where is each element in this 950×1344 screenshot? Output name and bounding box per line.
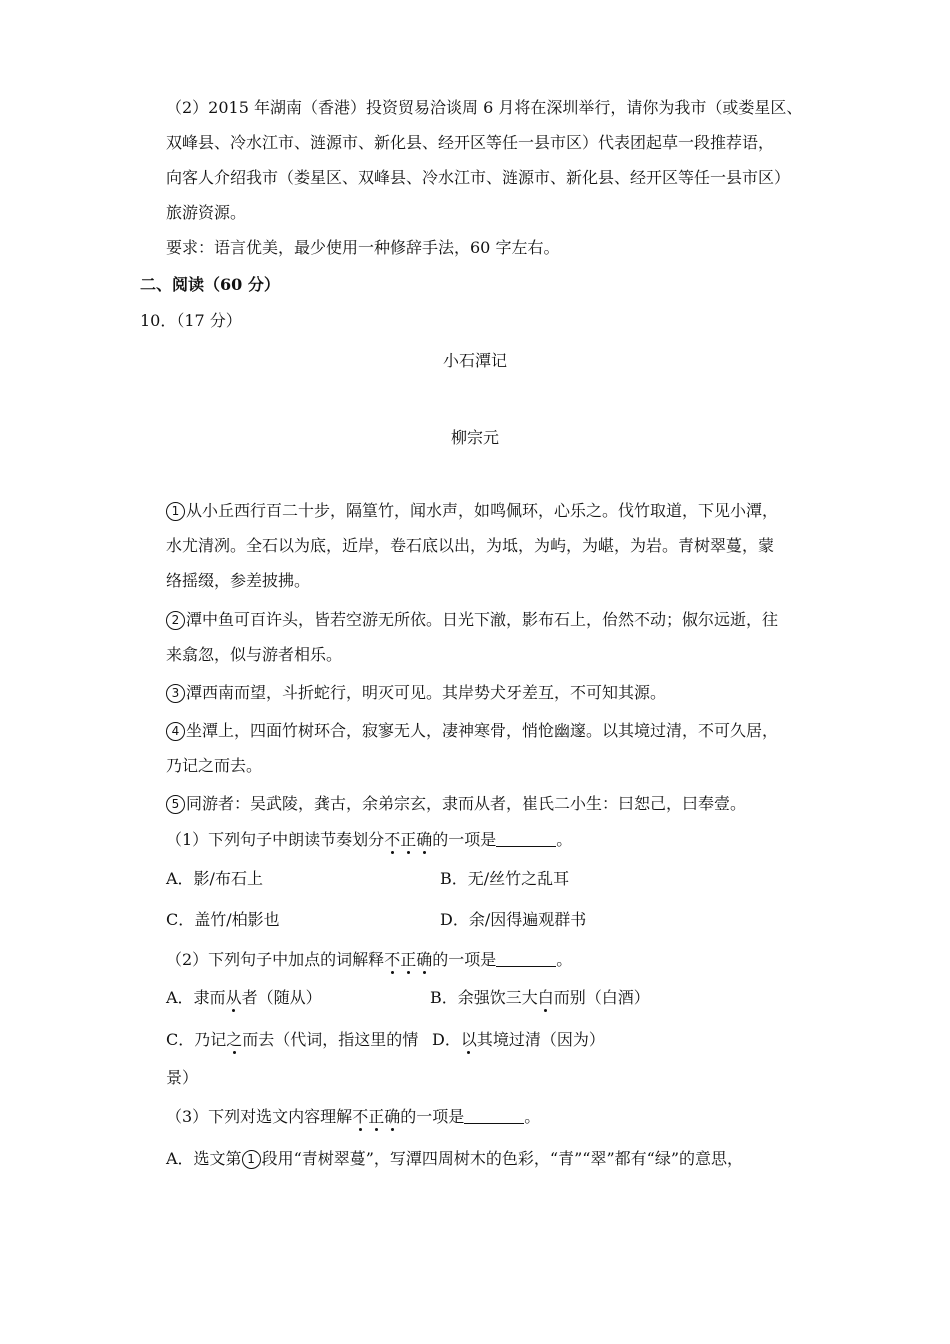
- sub2-dotted-1: 不: [384, 950, 401, 969]
- sub3-dotted-1: 不: [352, 1107, 369, 1126]
- p1-line-1: [166, 500, 778, 522]
- p1-text-1: 从小丘西行百二十步，隔篁竹，闻水声，如鸣佩环，心乐之。伐竹取道，下见小潭，: [186, 501, 779, 520]
- sub2-option-d-post: 其境过清（因为）: [476, 1030, 605, 1049]
- p5-number-badge: 5: [166, 795, 185, 814]
- sub2-option-c-pre: C．乃记: [166, 1030, 227, 1049]
- sub2-option-c-dotted: 之: [226, 1030, 243, 1049]
- q9-2-line-4: 旅游资源。: [166, 203, 247, 222]
- p1-number-badge: 1: [166, 502, 185, 521]
- sub1-answer-blank[interactable]: [496, 830, 556, 847]
- sub2-option-b-post: 而别（白酒）: [553, 988, 650, 1007]
- sub3-option-a-pre: A．选文第: [166, 1149, 242, 1168]
- p3-number-badge: 3: [166, 684, 185, 703]
- sub3-stem: [166, 1106, 540, 1128]
- q9-2-line-3: 向客人介绍我市（娄星区、双峰县、冷水江市、涟源市、新化县、经开区等任一县市区）: [166, 168, 791, 187]
- sub1-dotted-3: 确: [416, 830, 433, 849]
- q10-header: 10．（17 分）: [140, 311, 242, 330]
- sub2-answer-blank[interactable]: [496, 950, 556, 967]
- sub3-dotted-3: 确: [384, 1107, 401, 1126]
- p1-line-2: 水尤清冽。全石以为底，近岸，卷石底以出，为坻，为屿，为嵁，为岩。青树翠蔓，蒙: [166, 536, 775, 555]
- sub2-option-d-dotted: 以: [460, 1030, 477, 1049]
- sub2-option-d-pre: D．: [432, 1030, 461, 1049]
- sub2-option-b-dotted: 白: [537, 988, 554, 1007]
- sub1-dotted-2: 正: [400, 830, 417, 849]
- sub2-option-c: [166, 1029, 418, 1051]
- sub1-stem-post: 的一项是: [432, 830, 497, 849]
- sub2-dotted-2: 正: [400, 950, 417, 969]
- sub3-dotted-2: 正: [368, 1107, 385, 1126]
- sub3-option-a: [166, 1148, 743, 1170]
- p4-text-1: 坐潭上，四面竹树环合，寂寥无人，凄神寒骨，悄怆幽邃。以其境过清，不可久居，: [186, 721, 779, 740]
- q9-2-line-1: （2）2015 年湖南（香港）投资贸易洽谈周 6 月将在深圳举行，请你为我市（或娄星区、: [166, 98, 803, 117]
- p4-line-2: 乃记之而去。: [166, 756, 263, 775]
- section-heading: 二、阅读（60 分）: [140, 275, 280, 294]
- p2-line-2: 来翕忽，似与游者相乐。: [166, 645, 343, 664]
- p5-line: [166, 793, 746, 815]
- p2-line-1: [166, 609, 778, 631]
- sub3-option-a-post: 段用“青树翠蔓”，写潭四周树木的色彩，“青”“翠”都有“绿”的意思，: [261, 1149, 744, 1168]
- sub3-stem-post: 的一项是: [400, 1107, 465, 1126]
- sub2-stem: [166, 949, 572, 971]
- passage-title: 小石潭记: [442, 351, 507, 370]
- sub1-option-a: A．影/布石上: [166, 869, 263, 888]
- sub2-dotted-3: 确: [416, 950, 433, 969]
- sub3-option-a-number-badge: 1: [242, 1150, 261, 1169]
- q9-2-line-2: 双峰县、冷水江市、涟源市、新化县、经开区等任一县市区）代表团起草一段推荐语，: [166, 133, 775, 152]
- sub2-option-c-continuation: 景）: [166, 1068, 199, 1087]
- p3-text: 潭西南而望，斗折蛇行，明灭可见。其岸势犬牙差互，不可知其源。: [186, 683, 667, 702]
- sub1-option-b: B．无/丝竹之乱耳: [440, 869, 570, 888]
- passage-author: 柳宗元: [450, 428, 499, 447]
- sub1-option-c: C．盖竹/柏影也: [166, 910, 280, 929]
- sub2-option-a-dotted: 从: [225, 988, 242, 1007]
- p4-line-1: [166, 720, 778, 742]
- p2-text-1: 潭中鱼可百许头，皆若空游无所依。日光下澈，影布石上，佁然不动；俶尔远逝，往: [186, 610, 779, 629]
- sub2-option-a: [166, 987, 322, 1009]
- sub1-stem: [166, 829, 572, 851]
- sub1-dotted-1: 不: [384, 830, 401, 849]
- sub3-stem-end: 。: [524, 1107, 541, 1126]
- sub2-stem-post: 的一项是: [432, 950, 497, 969]
- p1-line-3: 络摇缀，参差披拂。: [166, 571, 311, 590]
- p5-text: 同游者：吴武陵，龚古，余弟宗玄，隶而从者，崔氏二小生：曰恕己，曰奉壹。: [186, 794, 747, 813]
- sub2-option-a-pre: A．隶而: [166, 988, 226, 1007]
- p3-line: [166, 682, 666, 704]
- sub3-answer-blank[interactable]: [464, 1107, 524, 1124]
- sub2-option-a-post: 者（随从）: [241, 988, 322, 1007]
- sub2-stem-pre: （2）下列句子中加点的词解释: [166, 950, 385, 969]
- sub3-stem-pre: （3）下列对选文内容理解: [166, 1107, 353, 1126]
- p2-number-badge: 2: [166, 611, 185, 630]
- sub2-option-b-pre: B．余强饮三大: [430, 988, 538, 1007]
- p4-number-badge: 4: [166, 722, 185, 741]
- sub2-option-c-post: 而去（代词，指这里的情: [242, 1030, 419, 1049]
- sub2-option-d: [432, 1029, 605, 1051]
- sub1-option-d: D．余/因得遍观群书: [440, 910, 587, 929]
- sub2-option-b: [430, 987, 650, 1009]
- sub1-stem-end: 。: [556, 830, 573, 849]
- sub2-stem-end: 。: [556, 950, 573, 969]
- q9-2-requirement: 要求：语言优美，最少使用一种修辞手法，60 字左右。: [166, 238, 560, 257]
- sub1-stem-pre: （1）下列句子中朗读节奏划分: [166, 830, 385, 849]
